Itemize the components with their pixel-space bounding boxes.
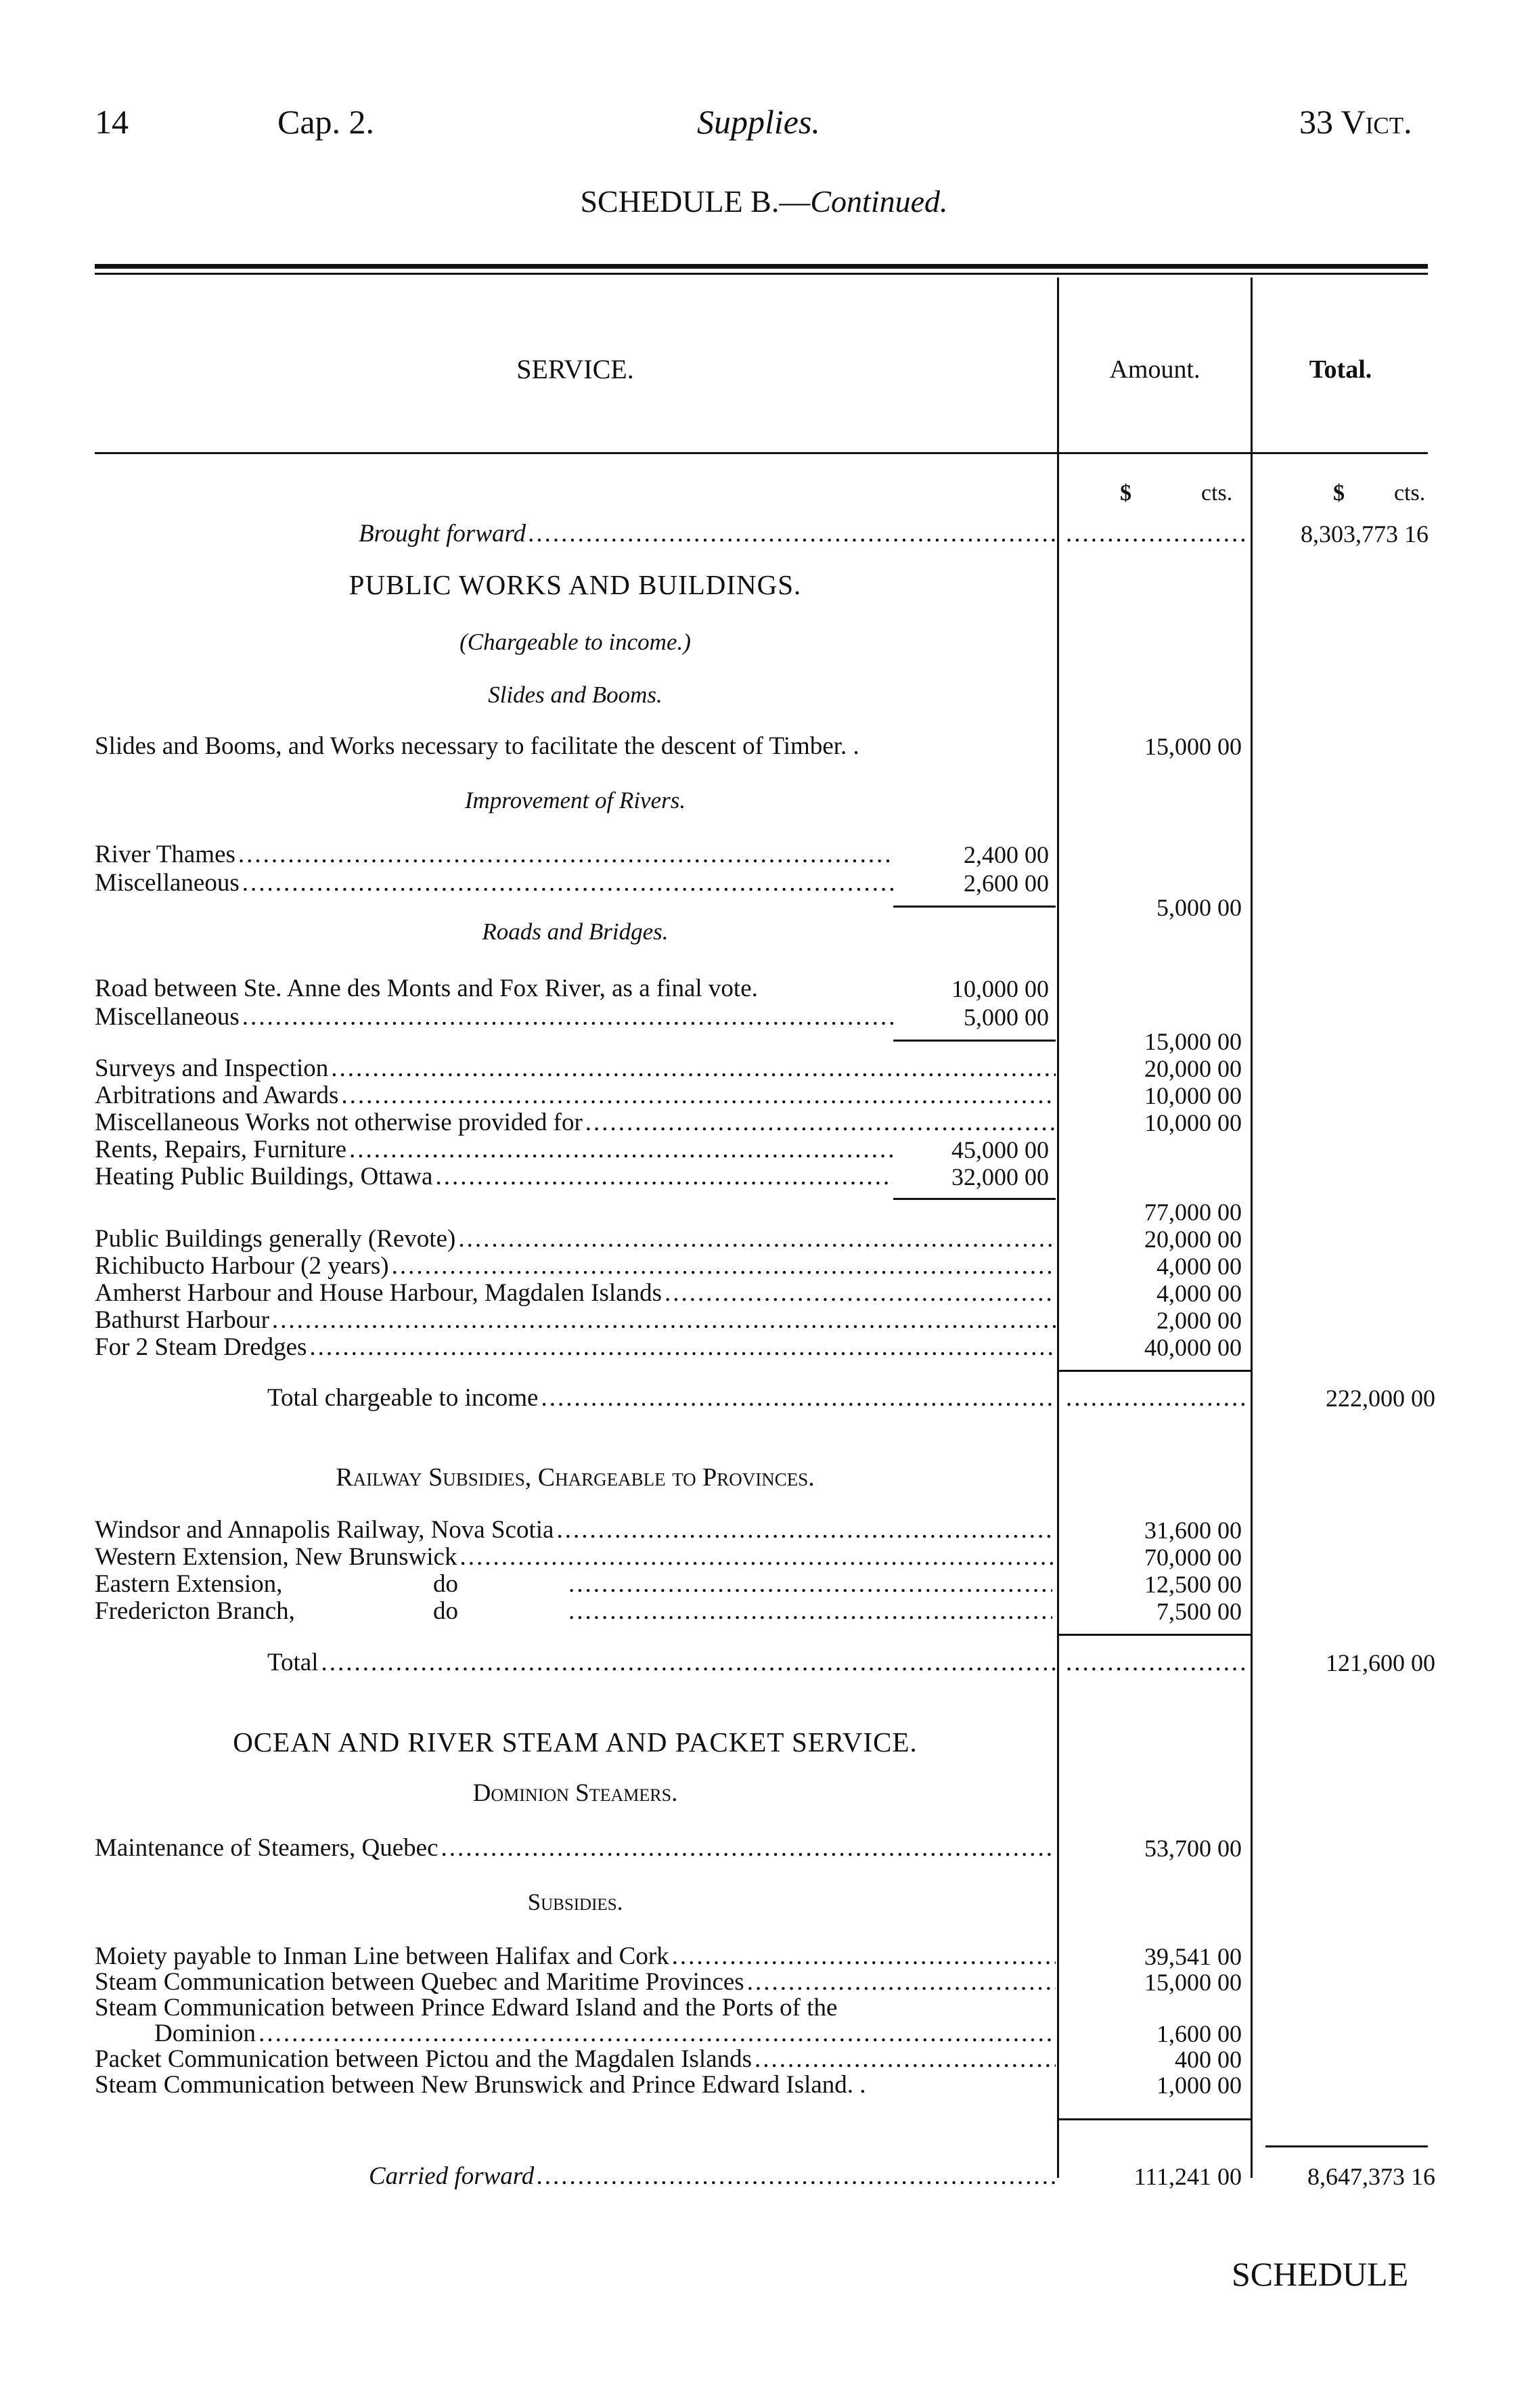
bathurst-row (95, 1306, 1056, 1335)
river-thames-value: 2,400 00 (964, 841, 1049, 868)
slides-booms-item-amount: 15,000 00 (1144, 733, 1242, 760)
western-extension-row (95, 1543, 1056, 1571)
bathurst-amount: 2,000 00 (1156, 1307, 1242, 1334)
inman-line-amount: 39,541 00 (1144, 1943, 1242, 1970)
eastern-extension-ditto: do (433, 1570, 458, 1598)
column-header-amount: Amount. (1109, 355, 1200, 384)
heating-value: 32,000 00 (951, 1163, 1049, 1190)
carried-forward-amount: 111,241 00 (1133, 2163, 1242, 2190)
top-rule-thin (95, 273, 1428, 275)
amherst-amount: 4,000 00 (1156, 1280, 1242, 1307)
rents-value: 45,000 00 (951, 1136, 1049, 1163)
page-title: Supplies. (697, 103, 820, 141)
total-dollar-sign: $ (1333, 481, 1345, 506)
railway-total-row (267, 1649, 1056, 1677)
fredericton-branch-label: Fredericton Branch, (95, 1597, 295, 1625)
rents-label: Rents, Repairs, Furniture (95, 1136, 347, 1163)
nb-pei-label: Steam Communication between New Brunswick and Prince Edward Island. . (95, 2071, 866, 2099)
arbitrations-label: Arbitrations and Awards (95, 1082, 339, 1109)
eastern-extension-label: Eastern Extension, (95, 1570, 283, 1598)
catchword: SCHEDULE (1232, 2255, 1409, 2293)
statute-label: 33 Vict. (1299, 103, 1412, 141)
river-thames-row (95, 841, 893, 869)
schedule-title-main: SCHEDULE B.— (580, 184, 811, 219)
pictou-magdalen-label: Packet Communication between Pictou and the Magdalen Islands (95, 2045, 752, 2073)
misc-works-row (95, 1109, 1056, 1137)
arbitrations-amount: 10,000 00 (1144, 1082, 1242, 1109)
brought-forward-amount-dots (1066, 520, 1245, 548)
public-works-total-row (267, 1384, 1056, 1412)
amount-dollar-sign: $ (1120, 481, 1131, 506)
rivers-misc-value: 2,600 00 (964, 870, 1049, 897)
slides-booms-item-label: Slides and Booms, and Works necessary to facilitate the descent of Timber. . (95, 732, 859, 760)
buildings-subtotal-rule (893, 1198, 1056, 1200)
windsor-row (95, 1516, 1056, 1544)
windsor-label: Windsor and Annapolis Railway, Nova Scotia (95, 1516, 554, 1544)
richibucto-row (95, 1252, 1056, 1280)
brought-forward-label: Brought forward (359, 520, 526, 548)
top-rule-thick (95, 264, 1428, 269)
buildings-subtotal: 77,000 00 (1144, 1199, 1242, 1226)
quebec-maritime-label: Steam Communication between Quebec and Maritime Provinces (95, 1968, 744, 1996)
brought-forward-total: 8,303,773 16 (1301, 520, 1429, 548)
carried-forward-total-rule (1265, 2145, 1428, 2147)
pei-ports-row (154, 2020, 1056, 2048)
page-number: 14 (95, 103, 129, 141)
roads-heading: Roads and Bridges. (482, 918, 669, 945)
arbitrations-row (95, 1082, 1056, 1110)
chapter-label: Cap. 2. (277, 103, 375, 141)
steam-dredges-row (95, 1333, 1056, 1362)
column-divider-total (1251, 277, 1253, 2178)
amount-cents-label: cts. (1201, 481, 1233, 506)
carried-forward-label: Carried forward (369, 2162, 535, 2190)
richibucto-amount: 4,000 00 (1156, 1253, 1242, 1280)
schedule-title (0, 183, 1528, 221)
eastern-extension-amount: 12,500 00 (1144, 1571, 1242, 1598)
railway-total-rule (1059, 1634, 1251, 1636)
road-ste-anne-value: 10,000 00 (951, 975, 1049, 1002)
surveys-label: Surveys and Inspection (95, 1054, 329, 1082)
pictou-magdalen-amount: 400 00 (1175, 2046, 1242, 2073)
roads-misc-value: 5,000 00 (964, 1004, 1049, 1031)
carried-forward-row (369, 2162, 1056, 2191)
public-works-total: 222,000 00 (1326, 1385, 1435, 1412)
railway-heading: Railway Subsidies, Chargeable to Provinces. (336, 1463, 815, 1492)
carried-forward-total: 8,647,373 16 (1307, 2163, 1435, 2190)
pei-ports-amount: 1,600 00 (1156, 2020, 1242, 2047)
dominion-steamers-heading: Dominion Steamers. (472, 1779, 678, 1807)
rivers-subtotal: 5,000 00 (1156, 894, 1242, 921)
inman-line-row (95, 1942, 1056, 1971)
railway-total-amount-dots (1066, 1649, 1245, 1677)
road-ste-anne-label: Road between Ste. Anne des Monts and Fox River, as a final vote. (95, 975, 758, 1002)
richibucto-label: Richibucto Harbour (2 years) (95, 1252, 389, 1280)
nb-pei-amount: 1,000 00 (1156, 2072, 1242, 2099)
quebec-maritime-amount: 15,000 00 (1144, 1969, 1242, 1996)
misc-works-label: Miscellaneous Works not otherwise provided for (95, 1109, 583, 1136)
misc-works-amount: 10,000 00 (1144, 1109, 1242, 1136)
heating-label: Heating Public Buildings, Ottawa (95, 1163, 433, 1190)
steam-dredges-amount: 40,000 00 (1144, 1334, 1242, 1361)
rivers-heading: Improvement of Rivers. (464, 787, 686, 813)
ocean-heading: OCEAN AND RIVER STEAM AND PACKET SERVICE. (233, 1726, 918, 1758)
pei-ports-label: Steam Communication between Prince Edward Island and the Ports of the (95, 1994, 838, 2022)
surveys-amount: 20,000 00 (1144, 1055, 1242, 1082)
total-cents-label: cts. (1394, 481, 1426, 506)
surveys-row (95, 1054, 1056, 1083)
public-works-total-rule (1059, 1370, 1251, 1372)
amherst-label: Amherst Harbour and House Harbour, Magdalen Islands (95, 1279, 662, 1307)
public-buildings-label: Public Buildings generally (Revote) (95, 1225, 456, 1253)
column-header-total: Total. (1309, 355, 1372, 384)
public-works-heading: PUBLIC WORKS AND BUILDINGS. (349, 569, 802, 600)
column-header-service: SERVICE. (516, 354, 634, 384)
maintenance-row (95, 1834, 1056, 1863)
roads-misc-row (95, 1003, 893, 1031)
public-buildings-row (95, 1225, 1056, 1253)
river-thames-label: River Thames (95, 841, 235, 868)
amherst-row (95, 1279, 1056, 1308)
rivers-subtotal-rule (893, 906, 1056, 908)
roads-subtotal-rule (893, 1040, 1056, 1042)
roads-subtotal: 15,000 00 (1144, 1028, 1242, 1055)
railway-total-label: Total (267, 1649, 319, 1676)
carried-forward-amount-rule (1059, 2118, 1251, 2120)
slides-booms-heading: Slides and Booms. (488, 682, 662, 708)
inman-line-label: Moiety payable to Inman Line between Halifax and Cork (95, 1942, 669, 1970)
chargeable-to-income-note: (Chargeable to income.) (459, 629, 691, 655)
fredericton-branch-ditto: do (433, 1597, 458, 1625)
steam-dredges-label: For 2 Steam Dredges (95, 1333, 307, 1361)
rivers-misc-row (95, 869, 893, 897)
pictou-magdalen-row (95, 2045, 1056, 2074)
public-works-total-label: Total chargeable to income (267, 1384, 539, 1412)
schedule-title-continued: Continued. (810, 184, 948, 219)
public-works-total-amount-dots (1066, 1384, 1245, 1412)
quebec-maritime-row (95, 1968, 1056, 1997)
pei-ports-label-continued: Dominion (154, 2020, 256, 2047)
rents-row (95, 1136, 893, 1164)
brought-forward-row (359, 520, 1056, 548)
rivers-misc-label: Miscellaneous (95, 869, 240, 897)
western-extension-amount: 70,000 00 (1144, 1544, 1242, 1571)
western-extension-label: Western Extension, New Brunswick (95, 1543, 457, 1571)
header-separator-rule (95, 452, 1428, 454)
fredericton-branch-dots (568, 1597, 1052, 1626)
eastern-extension-dots (568, 1570, 1052, 1599)
maintenance-amount: 53,700 00 (1144, 1835, 1242, 1862)
roads-misc-label: Miscellaneous (95, 1003, 240, 1031)
railway-total: 121,600 00 (1326, 1649, 1435, 1676)
maintenance-label: Maintenance of Steamers, Quebec (95, 1834, 439, 1862)
windsor-amount: 31,600 00 (1144, 1517, 1242, 1544)
subsidies-heading: Subsidies. (527, 1889, 623, 1915)
heating-row (95, 1163, 893, 1191)
public-buildings-amount: 20,000 00 (1144, 1226, 1242, 1253)
fredericton-branch-amount: 7,500 00 (1156, 1598, 1242, 1625)
bathurst-label: Bathurst Harbour (95, 1306, 269, 1334)
